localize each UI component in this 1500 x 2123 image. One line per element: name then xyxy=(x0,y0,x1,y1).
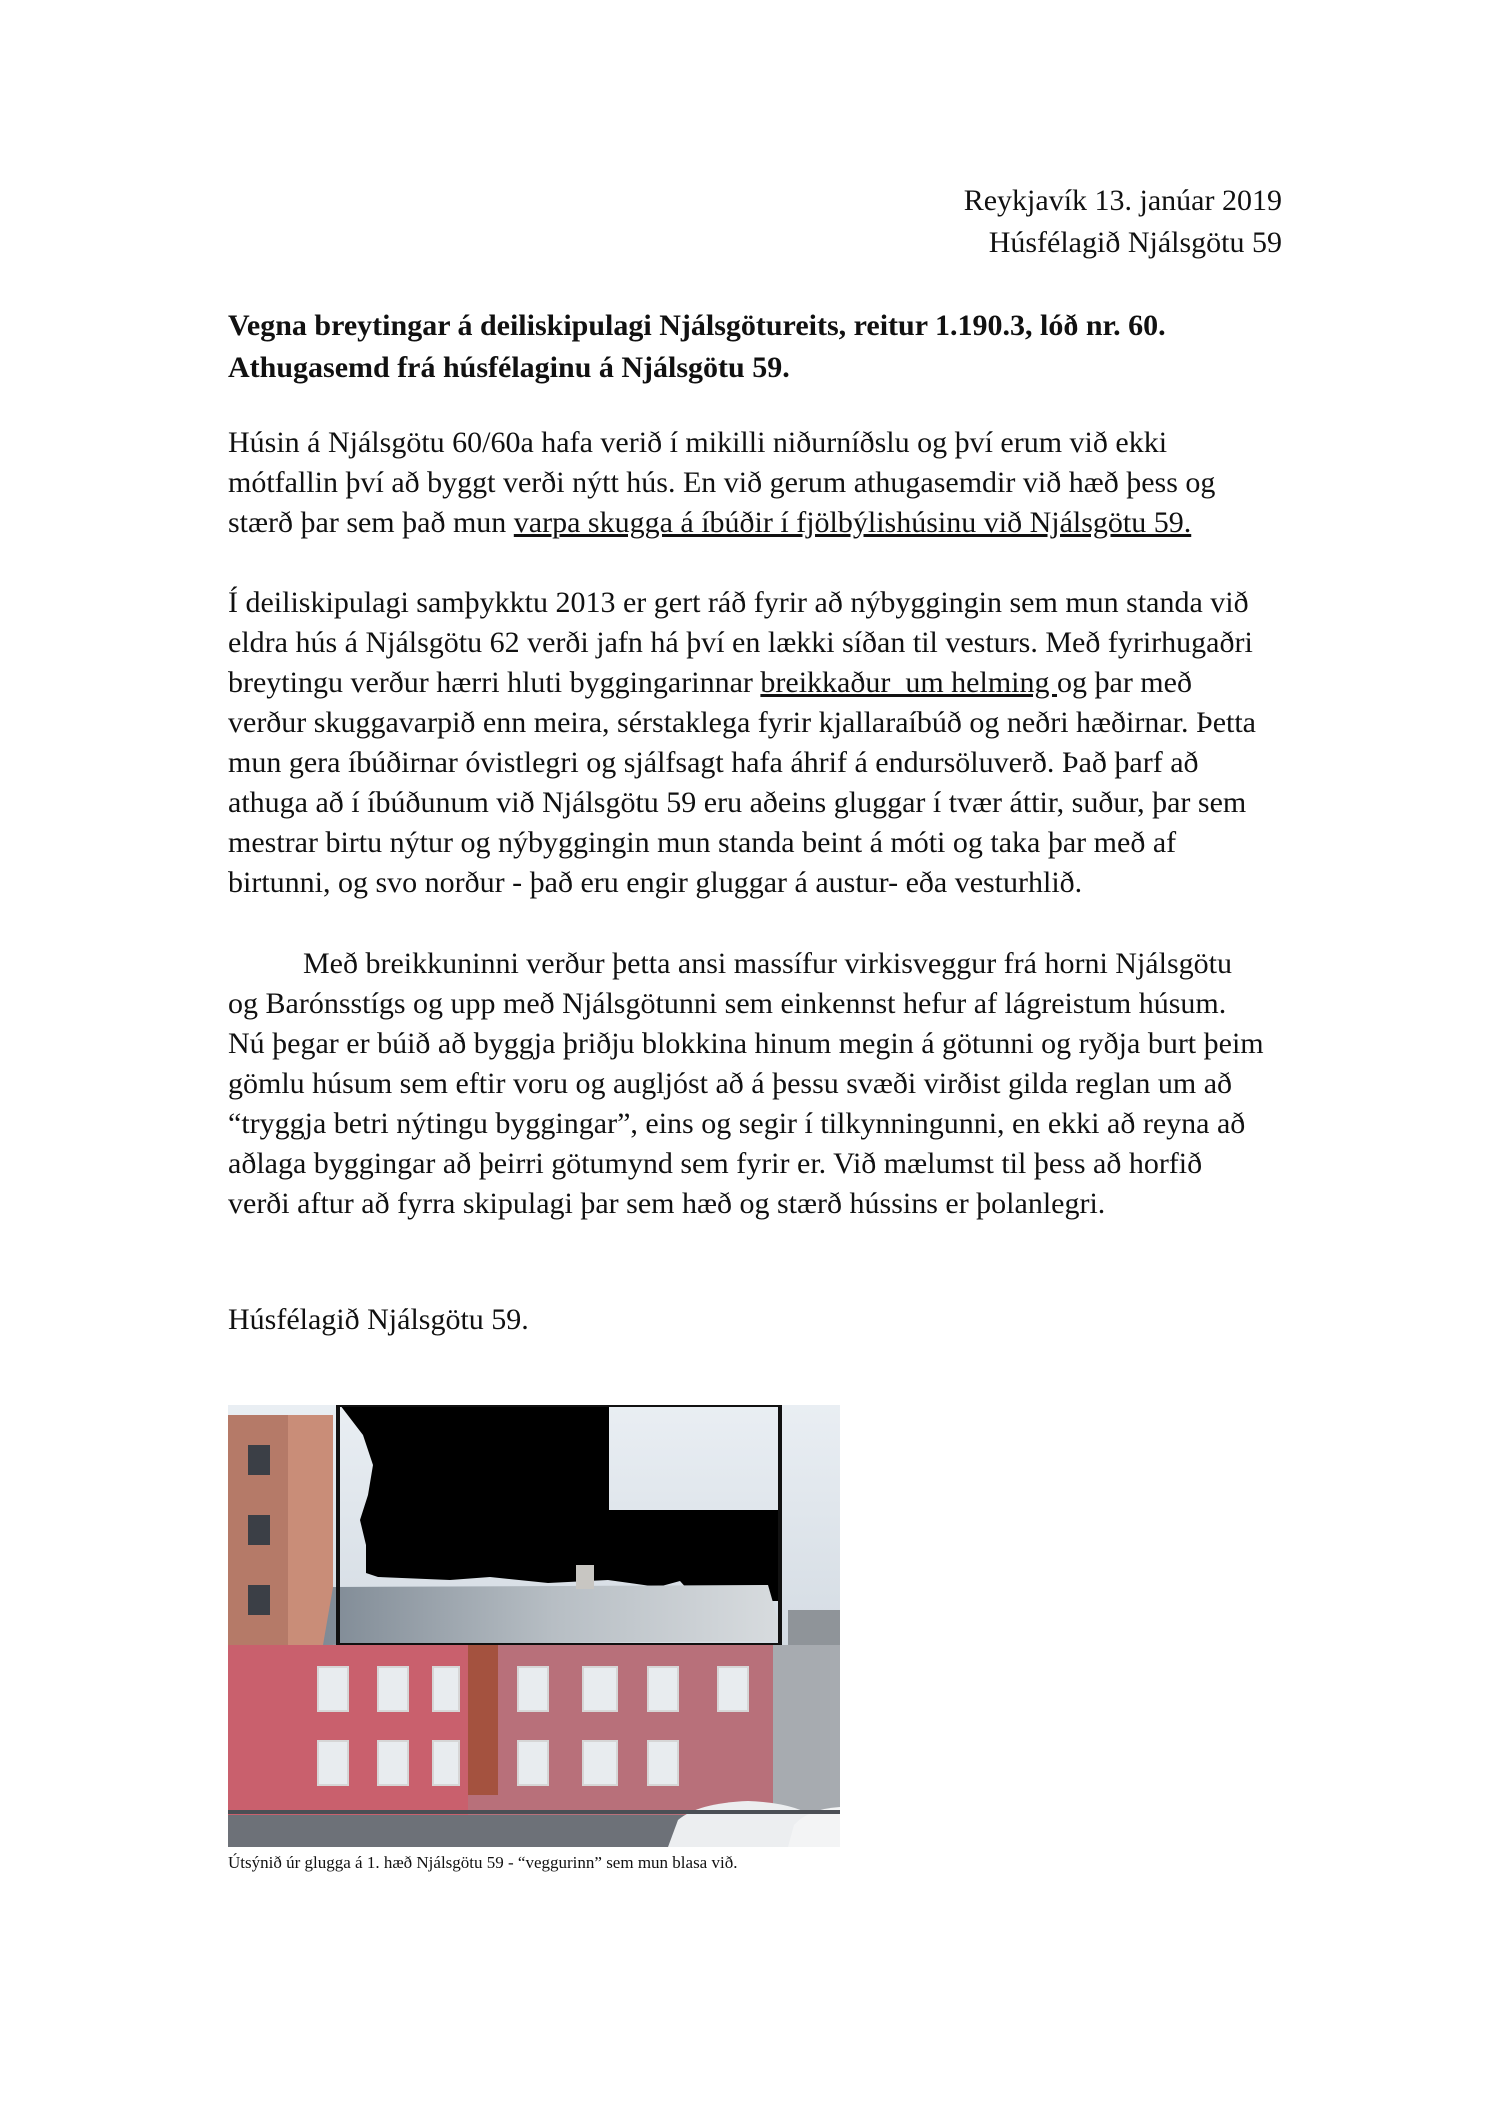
paragraph-line: Í deiliskipulagi samþykktu 2013 er gert ráð fyrir að nýbyggingin sem mun standa við xyxy=(228,586,1249,619)
subject-line-2: Athugasemd frá húsfélaginu á Njálsgötu 59. xyxy=(228,351,790,384)
paragraph-line: “tryggja betri nýtingu byggingar”, eins og segir í tilkynningunni, en ekki að reyna að xyxy=(228,1107,1246,1140)
paragraph-line: eldra hús á Njálsgötu 62 verði jafn há því en lækki síðan til vesturs. Með fyrirhugaðri xyxy=(228,626,1253,659)
paragraph-line xyxy=(228,663,1288,703)
paragraph-line: mótfallin því að byggt verði nýtt hús. En við gerum athugasemdir við hæð þess og xyxy=(228,466,1216,499)
paragraph-line: gömlu húsum sem eftir voru og augljóst að á þessu svæði virðist gilda reglan um að xyxy=(228,1067,1233,1100)
paragraph-line: aðlaga byggingar að þeirri götumynd sem fyrir er. Við mælumst til þess að horfið xyxy=(228,1147,1203,1180)
text-segment: og þar með xyxy=(1057,666,1192,699)
street-photo xyxy=(228,1405,840,1847)
text-segment: stærð þar sem það mun xyxy=(228,506,514,539)
sender-line: Húsfélagið Njálsgötu 59 xyxy=(988,226,1282,259)
paragraph-line: verði aftur að fyrra skipulagi þar sem hæð og stærð hússins er þolanlegri. xyxy=(228,1187,1106,1220)
paragraph-2 xyxy=(228,583,1288,903)
paragraph-line: verður skuggavarpið enn meira, sérstaklega fyrir kjallaraíbúð og neðri hæðirnar. Þetta xyxy=(228,706,1256,739)
subject-heading xyxy=(228,305,1288,389)
paragraph-line: birtunni, og svo norður - það eru engir gluggar á austur- eða vesturhlið. xyxy=(228,866,1083,899)
paragraph-line: athuga að í íbúðunum við Njálsgötu 59 eru aðeins gluggar í tvær áttir, suður, þar sem xyxy=(228,786,1247,819)
date-line: Reykjavík 13. janúar 2019 xyxy=(963,184,1282,217)
underlined-text: breikkaður um helming xyxy=(760,666,1057,699)
photo-caption: Útsýnið úr glugga á 1. hæð Njálsgötu 59 - “veggurinn” sem mun blasa við. xyxy=(228,1853,738,1872)
paragraph-3 xyxy=(228,944,1288,1224)
paragraph-line: Með breikkuninni verður þetta ansi massífur virkisveggur frá horni Njálsgötu xyxy=(228,947,1232,980)
letter-header xyxy=(964,180,1282,264)
paragraph-1 xyxy=(228,423,1288,543)
paragraph-line xyxy=(228,503,1288,543)
paragraph-line: Húsin á Njálsgötu 60/60a hafa verið í mikilli niðurníðslu og því erum við ekki xyxy=(228,426,1168,459)
paragraph-line: Nú þegar er búið að byggja þriðju blokkina hinum megin á götunni og ryðja burt þeim xyxy=(228,1027,1264,1060)
paragraph-line: og Barónsstígs og upp með Njálsgötunni sem einkennst hefur af lágreistum húsum. xyxy=(228,987,1227,1020)
paragraph-line: mestrar birtu nýtur og nýbyggingin mun standa beint á móti og taka þar með af xyxy=(228,826,1177,859)
paragraph-line: mun gera íbúðirnar óvistlegri og sjálfsagt hafa áhrif á endursöluverð. Það þarf að xyxy=(228,746,1199,779)
subject-line-1: Vegna breytingar á deiliskipulagi Njálsgötureits, reitur 1.190.3, lóð nr. 60. xyxy=(228,309,1166,342)
signature: Húsfélagið Njálsgötu 59. xyxy=(228,1303,529,1336)
text-segment: breytingu verður hærri hluti byggingarinnar xyxy=(228,666,761,699)
underlined-text: varpa skugga á íbúðir í fjölbýlishúsinu við Njálsgötu 59. xyxy=(513,506,1192,539)
